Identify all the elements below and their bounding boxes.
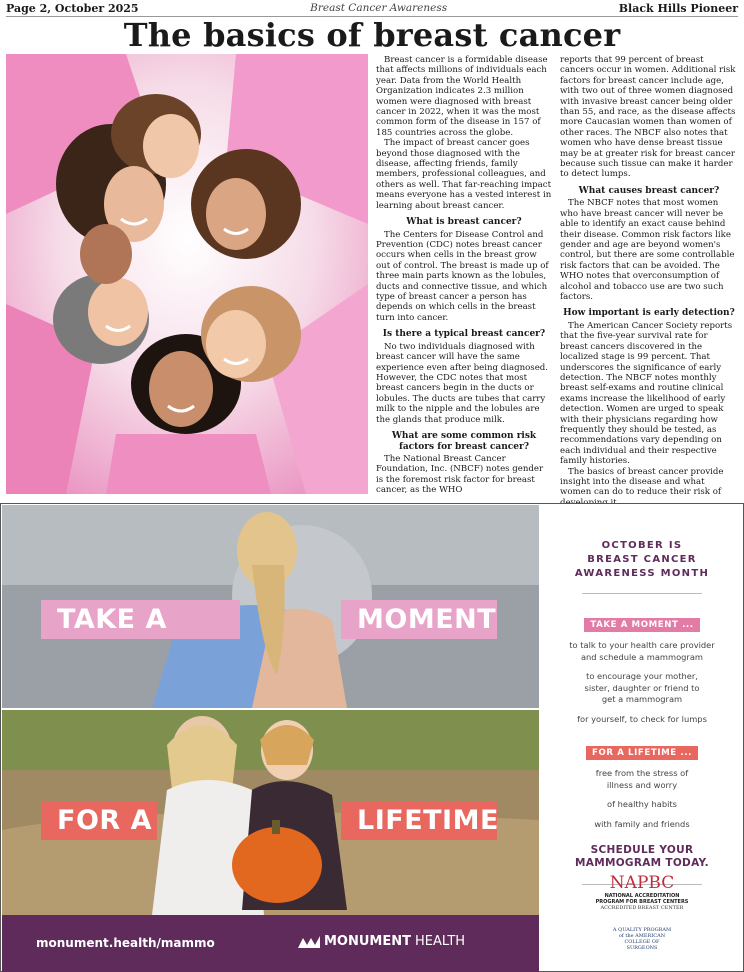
logo-word-health: HEALTH (415, 934, 466, 949)
acs-credit: A QUALITY PROGRAM of the AMERICAN COLLEGE OF SURGEONS (612, 927, 672, 951)
schedule-cta[interactable] (540, 844, 744, 870)
band-moment: MOMENT (341, 600, 497, 639)
heading-line: BREAST CANCER (587, 554, 697, 565)
page-number: Page 2, October 2025 (6, 1, 139, 15)
article-paragraph: Breast cancer is a formidable disease that affects millions of individuals each year. Data from the World Health Organization indicates 2.3 million women were diagnosed with breast cancer in 2022, when it was the most common form of the disease in 157 of 185 countries across the globe. (376, 55, 548, 138)
article-paragraph: reports that 99 percent of breast cancers occur in women. Additional risk factors for breast cancer include age, with two out of three women diagnosed with invasive breast cancer being older than 55, and race, as the disease affects more Caucasian women than women of other races. The NBCF also notes that women who have dense breast tissue may be at greater risk for breast cancer because such tissue can make it harder to detect lumps. (560, 55, 736, 180)
article-subhead: What causes breast cancer? (578, 185, 720, 196)
napbc-full-name: NATIONAL ACCREDITATION PROGRAM FOR BREAST CENTERS (595, 893, 689, 905)
moment-item: for yourself, to check for lumps (577, 713, 707, 724)
article-paragraph: The basics of breast cancer provide insight into the disease and what women can do to reduce their risk of (560, 466, 724, 498)
heading-line: AWARENESS MONTH (574, 568, 710, 579)
article-paragraph: The impact of breast cancer goes beyond those diagnosed with the disease, affecting friends, family members, professional colleagues, and others as well. That far-reaching impact means everyone has a vested interest in learning about breast cancer. (376, 138, 552, 211)
moment-item: to talk to your health care provider and schedule a mammogram (569, 640, 715, 662)
band-for-a: FOR A (41, 801, 157, 840)
band-take-a: TAKE A (41, 600, 240, 639)
lifetime-item: free from the stress of illness and worry (595, 768, 689, 790)
pill-take-a-moment: TAKE A MOMENT ... (584, 618, 699, 632)
headline: The basics of breast cancer (123, 16, 621, 54)
article-column-1 (376, 55, 552, 496)
monument-health-logo (298, 934, 465, 949)
article-paragraph: The American Cancer Society reports that the five-year survival rate for breast cancers discovered in the localized stage is 99 percent. That underscores the significance of early detection. The NBCF notes monthly breast self-exams and routine clinical exams increase the likelihood of early detection. Women are urged to speak with their physicians regarding how frequently they should be tested, as recommendations vary depending on each individual and their respective family histories. (560, 320, 733, 467)
napbc-logo (540, 873, 744, 951)
band-lifetime: LIFETIME (341, 801, 497, 840)
ad-footer-bar (2, 915, 539, 972)
moment-item: to encourage your mother, sister, daughter or friend to get a mammogram (584, 671, 700, 704)
awareness-heading (540, 539, 744, 581)
divider (582, 593, 702, 594)
article-paragraph: The NBCF notes that most women who have breast cancer will never be able to identify an exact cause behind their disease. Common risk factors like gender and age are beyond women's control, but there are some controllable risk factors that can be avoided. The WHO notes that overconsumption of alcohol and tobacco use are two such factors. (560, 198, 735, 303)
women-huddle-photo (6, 54, 368, 494)
logo-word-monument: MONUMENT (324, 934, 411, 949)
napbc-mark: NAPBC (609, 873, 675, 893)
article-subhead: Is there a typical breast cancer? (382, 329, 546, 340)
page-header (6, 0, 738, 17)
section-name: Breast Cancer Awareness (310, 2, 448, 14)
article-paragraph: No two individuals diagnosed with breast cancer will have the same experience even after being diagnosed. However, the CDC notes that most breast cancers begin in the ducts or lobules. The ducts are tubes that carry milk to the nipple and the lobules are the glands that produce milk. (376, 341, 549, 425)
article-column-2 (560, 55, 738, 508)
ad-side-panel (540, 505, 744, 972)
lifetime-item: with family and friends (594, 818, 690, 829)
cta-line: MAMMOGRAM TODAY. (575, 857, 709, 869)
cta-line: SCHEDULE YOUR (590, 844, 694, 856)
article-photo (6, 54, 368, 494)
pill-for-a-lifetime: FOR A LIFETIME ... (586, 746, 698, 760)
newspaper-name: Black Hills Pioneer (618, 1, 738, 15)
article-paragraph: The Centers for Disease Control and Prevention (CDC) notes breast cancer occurs when cells in the breast grow out of control. The breast is made up of three main parts known as the lobules, ducts and connective tissue, and which type of breast cancer a person has depends on which cells in the breast turn into cancer. (376, 229, 549, 323)
napbc-accredited: ACCREDITED BREAST CENTER (600, 905, 684, 911)
monument-logo-icon (298, 936, 320, 948)
article-subhead: What is breast cancer? (406, 217, 522, 228)
article-subhead: How important is early detection? (563, 308, 735, 319)
monument-health-ad (0, 503, 744, 972)
ad-url[interactable]: monument.health/mammo (36, 936, 215, 950)
heading-line: OCTOBER IS (601, 540, 683, 551)
article-paragraph: The National Breast Cancer Foundation, Inc. (NBCF) notes gender is the foremost risk factor for breast cancer, as the WHO (376, 454, 544, 496)
article-subhead: What are some common risk factors for breast cancer? (391, 431, 537, 452)
lifetime-item: of healthy habits (607, 799, 677, 809)
